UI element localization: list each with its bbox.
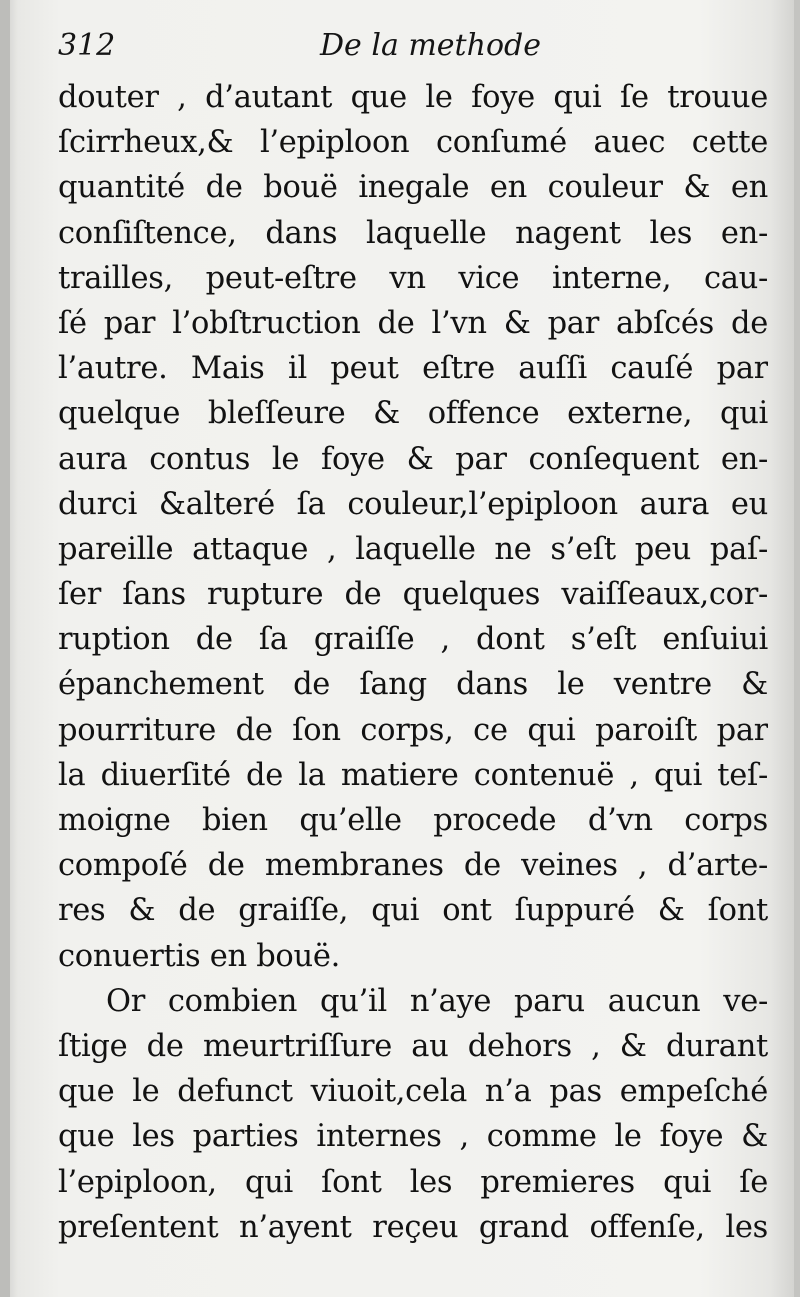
text-line: durci &alteré ſa couleur,l’epiploon aura eu: [58, 486, 768, 522]
page-gutter-right: [794, 0, 800, 1297]
running-head: De la methode: [320, 28, 541, 63]
text-line: ſé par l’obſtruction de l’vn & par abſcés de: [58, 305, 768, 341]
body-text: [58, 75, 768, 1250]
text-line: que le defunct viuoit,cela n’a pas empeſché: [58, 1074, 768, 1110]
text-line: preſentent n’ayent reçeu grand offenſe, les: [58, 1209, 768, 1245]
text-line: aura contus le foye & par conſequent en-: [58, 441, 768, 477]
text-line: pareille attaque , laquelle ne s’eſt peu paſ-: [58, 531, 768, 567]
text-line: douter , d’autant que le foye qui ſe trouue: [58, 80, 768, 115]
page-number: 312: [58, 28, 116, 63]
text-line: pourriture de ſon corps, ce qui paroiſt par: [58, 712, 768, 748]
text-line: ſtige de meurtriſſure au dehors , & durant: [58, 1028, 768, 1064]
text-line: ſer ſans rupture de quelques vaiſſeaux,cor-: [58, 577, 768, 613]
page-gutter-left: [0, 0, 10, 1297]
text-line: ſcirrheux,& l’epiploon conſumé auec cette: [58, 125, 768, 161]
text-line: l’epiploon, qui ſont les premieres qui ſe: [58, 1164, 768, 1200]
text-line-paragraph-start: Or combien qu’il n’aye paru aucun ve-: [106, 983, 768, 1019]
page-header: [58, 28, 758, 74]
text-line: moigne bien qu’elle procede d’vn corps: [58, 803, 768, 838]
text-line: ruption de ſa graiſſe , dont s’eſt enſuiui: [58, 622, 768, 658]
text-line: conſiſtence, dans laquelle nagent les en-: [58, 215, 768, 251]
text-line: épanchement de ſang dans le ventre &: [58, 667, 768, 703]
text-line: quelque bleſſeure & offence externe, qui: [58, 396, 768, 432]
text-line: quantité de bouë inegale en couleur & en: [58, 170, 768, 206]
text-line: compoſé de membranes de veines , d’arte-: [58, 848, 768, 884]
text-line: la diuerſité de la matiere contenuë , qui teſ-: [58, 757, 768, 793]
text-line: trailles, peut-eſtre vn vice interne, cau-: [58, 260, 768, 296]
text-line: res & de graiſſe, qui ont ſuppuré & ſont: [58, 893, 768, 929]
text-line: que les parties internes , comme le foye &: [58, 1119, 768, 1155]
text-line: l’autre. Mais il peut eſtre auſſi cauſé par: [58, 351, 768, 387]
text-line-paragraph-end: conuertis en bouë.: [58, 938, 340, 974]
